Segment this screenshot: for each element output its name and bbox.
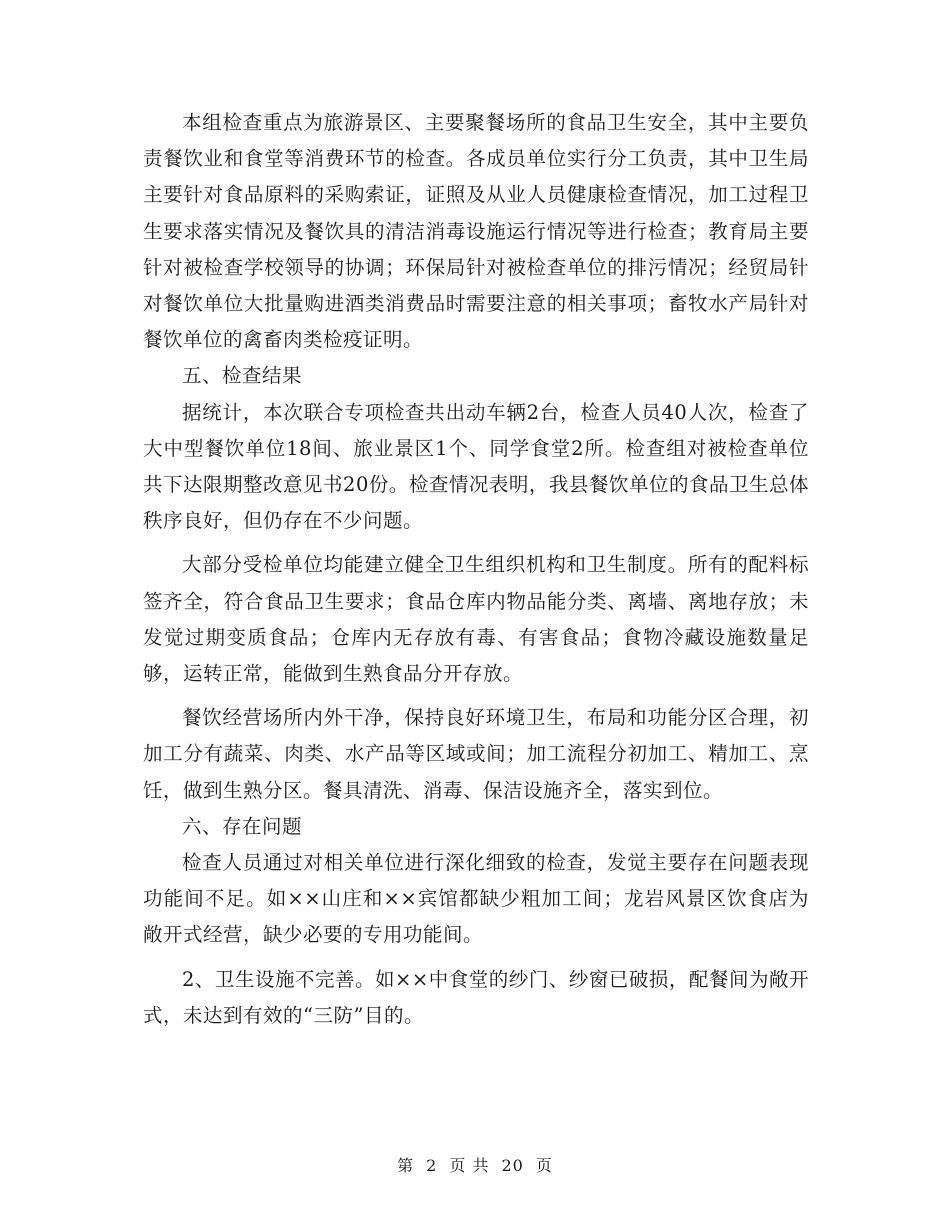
footer-current-page: 2 bbox=[426, 1156, 438, 1175]
document-body bbox=[143, 105, 809, 1034]
section-heading-results: 五、检查结果 bbox=[182, 364, 303, 388]
page-footer bbox=[0, 1153, 950, 1176]
footer-label-page: 第 bbox=[397, 1156, 415, 1175]
footer-label-pages: 页 bbox=[535, 1156, 553, 1175]
paragraph-inspection-focus: 本组检查重点为旅游景区、主要聚餐场所的食品卫生安全，其中主要负责餐饮业和食堂等消费环节的检查。各成员单位实行分工负责，其中卫生局主要针对食品原料的采购索证，证照及从业人员健康检查情况，加工过程卫生要求落实情况及餐饮具的清洁消毒设施运行情况等进行检查；教育局主要针对被检查学校领导的协调；环保局针对被检查单位的排污情况；经贸局针对餐饮单位大批量购进酒类消费品时需要注意的相关事项；畜牧水产局针对餐饮单位的禽畜肉类检疫证明。 bbox=[143, 111, 809, 352]
footer-label-of: 页 共 bbox=[449, 1156, 490, 1175]
paragraph-premises: 餐饮经营场所内外干净，保持良好环境卫生，布局和功能分区合理，初加工分有蔬菜、肉类、水产品等区域或间；加工流程分初加工、精加工、烹饪，做到生熟分区。餐具清洗、消毒、保洁设施齐全，落实到位。 bbox=[143, 706, 809, 802]
paragraph-statistics: 据统计，本次联合专项检查共出动车辆2台，检查人员40人次，检查了大中型餐饮单位18间、旅业景区1个、同学食堂2所。检查组对被检查单位共下达限期整改意见书20份。检查情况表明，我县餐饮单位的食品卫生总体秩序良好，但仍存在不少问题。 bbox=[143, 400, 809, 533]
section-heading-problems: 六、存在问题 bbox=[182, 814, 303, 838]
footer-total-pages: 20 bbox=[501, 1156, 524, 1175]
paragraph-hygiene-systems: 大部分受检单位均能建立健全卫生组织机构和卫生制度。所有的配料标签齐全，符合食品卫生要求；食品仓库内物品能分类、离墙、离地存放；未发觉过期变质食品；仓库内无存放有毒、有害食品；食物冷藏设施数量足够，运转正常，能做到生熟食品分开存放。 bbox=[143, 553, 809, 686]
paragraph-problem-facilities: 2、卫生设施不完善。如××中食堂的纱门、纱窗已破损，配餐间为敞开式，未达到有效的“三防”目的。 bbox=[143, 967, 809, 1027]
paragraph-problem-rooms: 检查人员通过对相关单位进行深化细致的检查，发觉主要存在问题表现功能间不足。如××山庄和××宾馆都缺少粗加工间；龙岩风景区饮食店为敞开式经营，缺少必要的专用功能间。 bbox=[143, 851, 809, 947]
